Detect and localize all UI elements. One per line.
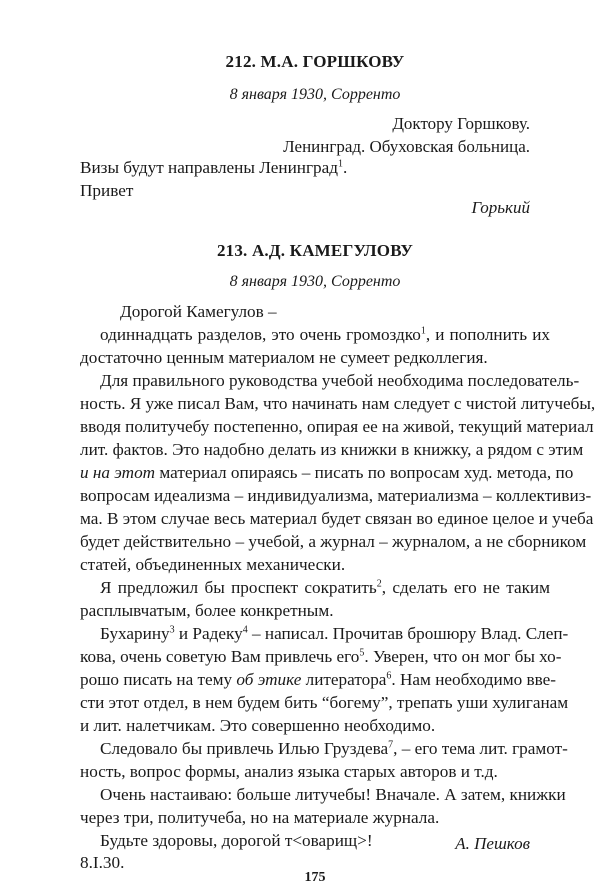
paragraph-2-line-4: лит. фактов. Это надобно делать из книжки в книжку, а рядом с этим: [80, 440, 584, 459]
paragraph-5-line-1: [100, 738, 568, 760]
paragraph-4-line-5: и лит. налетчикам. Это совершенно необходимо.: [80, 716, 436, 735]
paragraph-2-line-7: ма. В этом случае весь материал будет связан во единое целое и учеба: [80, 509, 594, 528]
paragraph-5-line-2: ность, вопрос формы, анализ языка старых авторов и т.д.: [80, 762, 498, 781]
text-span: Бухарину: [100, 624, 170, 643]
footnote-marker: 1: [337, 158, 343, 170]
text-span: , сделать его не таким: [381, 578, 551, 597]
text-span: рошо писать на тему: [80, 670, 237, 689]
letter-212-heading: 212. М.А. ГОРШКОВУ: [225, 52, 405, 71]
letter-213-dateline: 8 января 1930, Сорренто: [229, 273, 401, 290]
letter-212-signature: Горький: [471, 198, 530, 217]
paragraph-4-line-3: [80, 669, 556, 691]
paragraph-3-line-2: расплывчатым, более конкретным.: [80, 601, 334, 620]
letter-213-greeting: Дорогой Камегулов –: [120, 302, 277, 321]
footnote-marker: 1: [420, 325, 426, 337]
paragraph-2-line-1: Для правильного руководства учебой необходима последователь-: [100, 371, 580, 390]
letter-212-address-line-2: Ленинград. Обуховская больница.: [283, 137, 530, 156]
paragraph-1-line-2: достаточно ценным материалом не сумеет редколлегия.: [80, 348, 488, 367]
emphasis: и на этот: [80, 463, 156, 482]
paragraph-2-line-3: вводя политучебу постепенно, опирая ее на живой, текущий материал: [80, 417, 594, 436]
footnote-marker: 4: [242, 624, 248, 636]
letter-212-address-line-1: Доктору Горшкову.: [392, 114, 530, 133]
text-span: литератора: [301, 670, 387, 689]
text-span: , – его тема лит. грамот-: [393, 739, 568, 758]
footnote-marker: 5: [359, 647, 365, 659]
text-span: .: [342, 158, 348, 177]
letter-212-body-line-1: [80, 157, 550, 179]
closing-line: Будьте здоровы, дорогой т<оварищ>!: [100, 831, 373, 850]
book-page: [80, 0, 596, 887]
footnote-marker: 7: [388, 739, 394, 751]
letter-212-body-line-2: Привет: [80, 181, 134, 200]
text-span: . Уверен, что он мог бы хо-: [364, 647, 562, 666]
text-span: и Радеку: [174, 624, 243, 643]
paragraph-2-line-9: статей, объединенных механически.: [80, 555, 346, 574]
emphasis: об этике: [236, 670, 302, 689]
letter-212-dateline: 8 января 1930, Сорренто: [229, 86, 401, 103]
text-span: материал опираясь – писать по вопросам худ. метода, по: [155, 463, 574, 482]
letter-213-signature: А. Пешков: [455, 834, 530, 853]
text-span: Визы будут направлены Ленинград: [80, 158, 338, 177]
footnote-marker: 6: [386, 670, 392, 682]
paragraph-4-line-1: [100, 623, 569, 645]
text-span: . Нам необходимо вве-: [391, 670, 556, 689]
page-number: 175: [304, 870, 326, 885]
letter-213-heading: 213. А.Д. КАМЕГУЛОВУ: [216, 241, 414, 260]
paragraph-6-line-2: через три, политучеба, но на материале журнала.: [80, 808, 440, 827]
paragraph-2-line-5: [80, 462, 574, 484]
footnote-marker: 3: [169, 624, 175, 636]
text-span: кова, очень советую Вам привлечь его: [80, 647, 360, 666]
paragraph-6-line-1: Очень настаиваю: больше литучебы! Вначале. А затем, книжки: [100, 785, 566, 804]
paragraph-2-line-6: вопросам идеализма – индивидуализма, материализма – коллективиз-: [80, 486, 592, 505]
text-span: Я предложил бы проспект сократить: [100, 578, 377, 597]
text-span: одиннадцать разделов, это очень громоздко: [100, 325, 421, 344]
paragraph-4-line-4: сти этот отдел, в нем будем бить “богему”, трепать уши хулиганам: [80, 693, 569, 712]
paragraph-4-line-2: [80, 646, 562, 668]
text-span: – написал. Прочитав брошюру Влад. Слеп-: [247, 624, 569, 643]
paragraph-1-line-1: [100, 324, 550, 346]
text-span: , и пополнить их: [425, 325, 550, 344]
text-span: Следовало бы привлечь Илью Груздева: [100, 739, 389, 758]
footnote-marker: 2: [376, 578, 382, 590]
paragraph-3-line-1: [100, 577, 550, 599]
paragraph-2-line-8: будет действительно – учебой, а журнал – журналом, а не сборником: [80, 532, 587, 551]
letter-213-date: 8.I.30.: [80, 853, 125, 872]
paragraph-2-line-2: ность. Я уже писал Вам, что начинать нам следует с чистой литучебы,: [80, 394, 596, 413]
